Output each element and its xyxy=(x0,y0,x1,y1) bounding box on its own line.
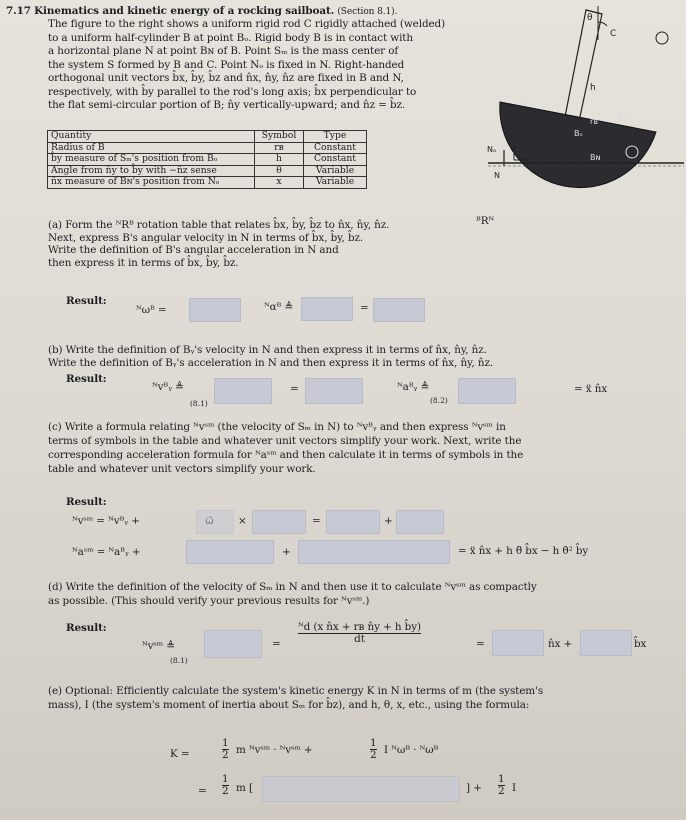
table-cell: rʙ xyxy=(255,142,304,154)
angular-accel-def-box[interactable] xyxy=(301,297,353,321)
table-cell: h xyxy=(255,154,304,166)
table-row xyxy=(48,142,367,154)
nx-coeff-box[interactable] xyxy=(492,630,544,656)
text-line: the flat semi-circular portion of B; n̂y vertically-upward; and n̂z = b̂z. xyxy=(48,99,406,111)
half-fraction xyxy=(370,738,377,761)
text-line: as possible. (This should verify your previous results for ᴺvˢᵐ.) xyxy=(48,595,370,607)
part-d-result-label: Result: xyxy=(66,622,107,634)
fraction-denominator: 2 xyxy=(222,749,229,761)
text-line: the system S formed by B and C. Point Nₒ is fixed in N. Right-handed xyxy=(48,58,405,71)
velocity-def-box[interactable] xyxy=(214,378,272,404)
plus-sign: + xyxy=(282,546,291,558)
cross-sign: × xyxy=(238,515,247,527)
table-cell: Constant xyxy=(304,142,367,154)
problem-intro xyxy=(48,18,445,113)
text-line: then express it in terms of b̂x, b̂y, b̂z. xyxy=(48,256,239,269)
bracket-close: ] + xyxy=(466,782,482,794)
table-cell: Angle from n̂y to b̂y with −n̂z sense xyxy=(48,165,255,177)
part-b-text xyxy=(48,344,493,369)
text-line: The figure to the right shows a uniform rigid rod C rigidly attached (welded) xyxy=(48,18,446,30)
part-d-text xyxy=(48,580,537,608)
table-row xyxy=(48,154,367,166)
half-fraction xyxy=(222,738,229,761)
part-a-result-label: Result: xyxy=(66,295,107,307)
table-header: Type xyxy=(304,131,367,143)
equals-sign: = xyxy=(476,638,485,650)
figure-label: h xyxy=(590,83,596,93)
table-cell: n̂x measure of Bɴ's position from Nₒ xyxy=(48,177,255,189)
table-cell: Variable xyxy=(304,165,367,177)
accel-result: = ẍ n̂x xyxy=(574,383,608,395)
figure-label: Nₒ xyxy=(487,145,497,154)
text-line: orthogonal unit vectors b̂x, b̂y, b̂z and n̂x, n̂y, n̂z are fixed in B and N, xyxy=(48,72,404,84)
half-fraction xyxy=(498,774,505,797)
text-line: to a uniform half-cylinder B at point Bₒ. Rigid body B is in contact with xyxy=(48,31,413,44)
table-row xyxy=(48,177,367,189)
equation-ref: (8.1) xyxy=(170,656,188,665)
sailboat-figure xyxy=(486,0,686,190)
equals-sign: = xyxy=(290,383,299,395)
vel-def-box[interactable] xyxy=(204,630,262,658)
table-cell: Radius of B xyxy=(48,142,255,154)
acc-term-box-2[interactable] xyxy=(298,540,450,564)
acc-term-box-1[interactable] xyxy=(186,540,274,564)
equals-sign: = xyxy=(272,638,281,650)
translational-term: m ᴺvˢᵐ · ᴺvˢᵐ + xyxy=(236,744,313,756)
half-cylinder-b xyxy=(500,102,656,188)
plus-sign: + xyxy=(384,515,393,527)
section-ref: (Section 8.1). xyxy=(337,7,398,17)
text-line: Next, express B's angular velocity in N in terms of b̂x, b̂y, b̂z. xyxy=(48,231,364,244)
icon-marker xyxy=(656,32,668,44)
vel-term-box-2[interactable] xyxy=(396,510,444,534)
nx-term: n̂x + xyxy=(548,638,573,650)
derivative-fraction xyxy=(298,622,421,645)
equals-sign: = xyxy=(198,785,207,797)
table-cell: x xyxy=(255,177,304,189)
table-header-row xyxy=(48,131,367,143)
vel-def-lhs: ᴺvˢᵐ ≜ xyxy=(142,640,175,652)
text-line: table and whatever unit vectors simplify your work. xyxy=(48,463,316,475)
problem-number: 7.17 xyxy=(6,5,31,17)
part-b-result-label: Result: xyxy=(66,373,107,385)
text-line: (b) Write the definition of Bᵧ's velocity in N and then express it in terms of n̂x, n̂y, n̂z. xyxy=(48,344,487,356)
text-line: corresponding acceleration formula for ᴺaˢᵐ and then calculate it in terms of symbols in the xyxy=(48,449,524,461)
angular-velocity-label: ᴺωᴮ = xyxy=(136,304,167,316)
table-row xyxy=(48,165,367,177)
rod-c xyxy=(564,10,602,126)
ke-answer-box[interactable] xyxy=(262,776,460,802)
figure-label: Sₘ xyxy=(618,111,629,120)
equals-sign: = xyxy=(312,515,321,527)
fraction-numerator: 1 xyxy=(222,737,229,749)
acc-relation-lhs: ᴺaˢᵐ = ᴺaᴮᵧ + xyxy=(72,546,141,558)
angular-velocity-answer-box[interactable] xyxy=(189,298,241,322)
vel-relation-lhs: ᴺvˢᵐ = ᴺvᴮᵧ + xyxy=(72,515,140,527)
bx-coeff-box[interactable] xyxy=(580,630,632,656)
text-line: a horizontal plane N at point Bɴ of B. Point Sₘ is the mass center of xyxy=(48,45,399,57)
part-c-text xyxy=(48,420,523,476)
table-cell: b̂y measure of Sₘ's position from Bₒ xyxy=(48,154,255,166)
fraction-numerator: ᴺd (x n̂x + rʙ n̂y + h b̂y) xyxy=(298,621,421,633)
text-line: (e) Optional: Efficiently calculate the system's kinetic energy K in N in terms of m (the system's xyxy=(48,685,544,697)
inertia-symbol: I xyxy=(512,782,517,794)
equals-sign: = xyxy=(360,302,369,314)
problem-title: Kinematics and kinetic energy of a rocking sailboat. xyxy=(34,5,335,17)
text-line: (d) Write the definition of the velocity of Sₘ in N and then use it to calculate ᴺvˢᵐ as compactly xyxy=(48,581,537,593)
angular-accel-label: ᴺαᴮ ≜ xyxy=(264,301,294,313)
figure-label: Bɴ xyxy=(590,153,601,162)
bx-term: b̂x xyxy=(634,638,647,650)
velocity-answer-box[interactable] xyxy=(305,378,363,404)
vel-term-box-1[interactable] xyxy=(326,510,380,534)
text-line: mass), I (the system's moment of inertia about Sₘ for b̂z), and h, θ, x, etc., using the formula: xyxy=(48,699,530,711)
text-line: respectively, with b̂y parallel to the rod's long axis; b̂x perpendicular to xyxy=(48,85,417,98)
part-e-text xyxy=(48,684,543,712)
rotation-table-label: ᴮRᴺ xyxy=(476,215,495,227)
ke-lhs: K = xyxy=(170,748,190,760)
table-cell: Variable xyxy=(304,177,367,189)
figure-label: B xyxy=(522,99,529,109)
half-fraction xyxy=(222,774,229,797)
figure-label: θ xyxy=(587,13,593,23)
fraction-numerator: 1 xyxy=(222,773,229,785)
text-line: Write the definition of Bᵧ's acceleration in N and then express it in terms of n̂x, n̂y, n̂z. xyxy=(48,356,494,369)
equation-ref: (8.1) xyxy=(190,399,208,408)
table-header: Quantity xyxy=(48,131,255,143)
m-bracket: m [ xyxy=(236,782,253,794)
fraction-numerator: 1 xyxy=(370,737,377,749)
fraction-denominator: 2 xyxy=(222,785,229,797)
angular-accel-answer-box[interactable] xyxy=(373,298,425,322)
fraction-denominator: dt xyxy=(354,633,365,645)
part-c-result-label: Result: xyxy=(66,496,107,508)
text-line: Write the definition of B's angular acceleration in N and xyxy=(48,244,339,257)
text-line: (c) Write a formula relating ᴺvˢᵐ (the velocity of Sₘ in N) to ᴺvᴮᵧ and then express ᴺvˢᵐ in xyxy=(48,421,506,433)
rotational-term: I ᴺωᴮ · ᴺωᴮ xyxy=(384,744,439,756)
position-vector-box[interactable] xyxy=(252,510,306,534)
figure-label: N xyxy=(494,171,500,180)
equation-ref: (8.2) xyxy=(430,396,448,405)
figure-label: rʙ xyxy=(590,117,598,126)
table-header: Symbol xyxy=(255,131,304,143)
fraction-denominator: 2 xyxy=(370,749,377,761)
part-a-text xyxy=(48,219,389,269)
figure-label: C xyxy=(610,29,617,39)
accel-def-label: ᴺaᴮᵧ ≜ xyxy=(397,381,430,393)
table-cell: Constant xyxy=(304,154,367,166)
fraction-denominator: 2 xyxy=(498,785,505,797)
text-line: terms of symbols in the table and whatever unit vectors simplify your work. Next, write the xyxy=(48,435,522,447)
accel-def-box[interactable] xyxy=(458,378,516,404)
figure-label: Bₒ xyxy=(574,129,583,138)
velocity-def-label: ᴺvᴮᵧ ≜ xyxy=(152,381,184,393)
fraction-numerator: 1 xyxy=(498,773,505,785)
table-cell: θ xyxy=(255,165,304,177)
omega-box[interactable] xyxy=(196,510,234,534)
acc-result: = ẍ n̂x + h θ̈ b̂x − h θ̇² b̂y xyxy=(458,545,589,557)
quantity-table xyxy=(47,130,367,189)
text-line: (a) Form the ᴺRᴮ rotation table that relates b̂x, b̂y, b̂z to n̂x, n̂y, n̂z. xyxy=(48,219,390,231)
